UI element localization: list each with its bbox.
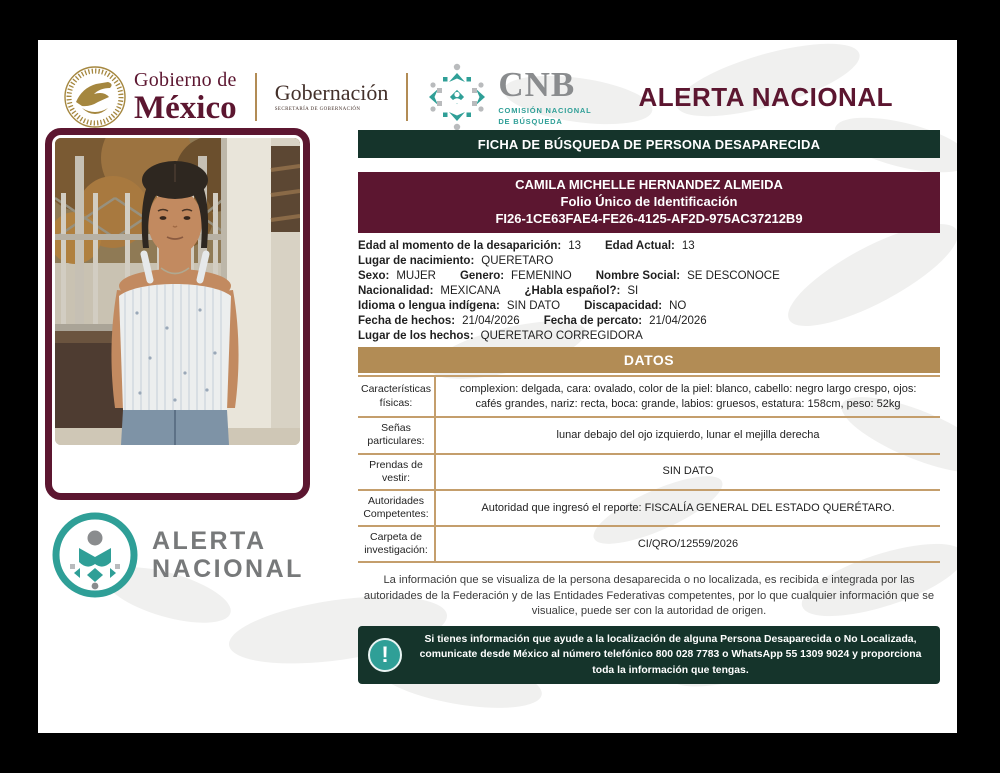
table-row-value: CI/QRO/12559/2026 [637, 537, 739, 550]
cnb-subtitle-line2: DE BÚSQUEDA [498, 116, 563, 126]
missing-person-photo-frame [45, 128, 310, 500]
person-name: CAMILA MICHELLE HERNANDEZ ALMEIDA [515, 177, 783, 192]
badge-line1: ALERTA [152, 527, 267, 555]
field-label: ¿Habla español?: [524, 284, 621, 297]
gobierno-mexico-wordmark [134, 70, 237, 125]
field-label: Fecha de percato: [543, 314, 643, 327]
eagle-seal-icon [62, 64, 128, 130]
missing-person-photo [55, 138, 300, 445]
alerta-nacional-badge [52, 512, 304, 598]
datos-banner: DATOS [358, 347, 940, 373]
field-label: Nombre Social: [595, 269, 681, 282]
field-line [358, 315, 940, 327]
cnb-acronym-text: CNB [498, 65, 576, 104]
ficha-title-banner: FICHA DE BÚSQUEDA DE PERSONA DESAPARECIDA [358, 130, 940, 158]
field-line [358, 330, 940, 342]
field-line [358, 300, 940, 312]
table-row [358, 489, 940, 525]
field-value: NO [669, 299, 687, 312]
contact-info-text: Si tienes información que ayude a la localización de alguna Persona Desaparecida o No Localizada, comunicate desde México al número telefónico 800 028 7783 o WhatsApp 55 1309 9024 y proporciona toda la información que tengas. [419, 634, 922, 676]
field-line [358, 270, 940, 282]
field-line [358, 285, 940, 297]
field-value: QUERETARO CORREGIDORA [480, 329, 643, 342]
table-row [358, 453, 940, 489]
table-row [358, 375, 940, 417]
field-value: MEXICANA [440, 284, 501, 297]
field-label: Discapacidad: [584, 299, 663, 312]
gobernacion-subtext: SECRETARÍA DE GOBERNACIÓN [274, 107, 361, 112]
contact-info-box [358, 626, 940, 683]
field-label: Lugar de los hechos: [358, 329, 474, 342]
table-row-label: Autoridades Competentes: [358, 491, 436, 525]
field-label: Lugar de nacimiento: [358, 254, 475, 267]
field-value: QUERETARO [481, 254, 554, 267]
person-name-banner [358, 172, 940, 233]
alerta-nacional-badge-label [152, 527, 304, 583]
field-value: MUJER [396, 269, 436, 282]
header-divider [406, 73, 408, 121]
field-label: Idioma o lengua indígena: [358, 299, 500, 312]
field-label: Edad Actual: [605, 239, 675, 252]
field-label: Genero: [459, 269, 505, 282]
badge-line2: NACIONAL [152, 555, 304, 583]
gobierno-mexico-logo [62, 64, 237, 130]
gobernacion-text: Gobernación [274, 80, 389, 105]
table-row-value: lunar debajo del ojo izquierdo, lunar el mejilla derecha [556, 429, 820, 442]
field-label: Nacionalidad: [358, 284, 434, 297]
field-value: SE DESCONOCE [687, 269, 780, 282]
fields-block [358, 240, 940, 342]
field-line [358, 240, 940, 252]
table-row [358, 416, 940, 452]
table-row-value: Autoridad que ingresó el reporte: FISCALÍA GENERAL DEL ESTADO QUERÉTARO. [481, 501, 895, 514]
field-value: SI [627, 284, 639, 297]
field-value: 13 [568, 239, 582, 252]
disclaimer-text: La información que se visualiza de la persona desaparecida o no localizada, es recibida e integrada por las autoridades de la Federación y de las Entidades Federativas competentes, por lo que cualquier información que se visualice, puede ser con la autoridad de origen. [363, 574, 935, 618]
datos-table [358, 375, 940, 564]
table-row-label: Prendas de vestir: [358, 455, 436, 489]
folio-number: FI26-1CE63FAE4-FE26-4125-AF2D-975AC37212B9 [495, 210, 803, 226]
field-label: Sexo: [358, 269, 390, 282]
table-row-label: Señas particulares: [358, 418, 436, 452]
page-title: ALERTA NACIONAL [638, 81, 893, 112]
gobierno-de-text: Gobierno de [134, 68, 237, 91]
alerta-nacional-badge-icon [52, 512, 138, 598]
field-value: 21/04/2026 [462, 314, 520, 327]
cnb-wordmark [498, 67, 591, 127]
table-row-value: SIN DATO [662, 465, 714, 478]
field-value: FEMENINO [511, 269, 572, 282]
table-row-label: Carpeta de investigación: [358, 527, 436, 561]
cnb-subtitle-line1: COMISIÓN NACIONAL [498, 106, 592, 115]
cnb-emblem-icon [426, 63, 488, 131]
header-divider [255, 73, 257, 121]
exclamation-icon: ! [368, 638, 402, 672]
field-label: Edad al momento de la desaparición: [358, 239, 562, 252]
table-row-value: complexion: delgada, cara: ovalado, color de la piel: blanco, cabello: negro largo crespo, ojos: cafés grandes, nariz: recta, boca: grande, labios: gruesos, estatura: 158cm, peso: 52kg [459, 382, 917, 410]
folio-label: Folio Único de Identificación [560, 193, 738, 209]
ficha-content [358, 130, 940, 684]
alert-document [38, 40, 957, 733]
cnb-logo [426, 63, 591, 131]
field-line [358, 255, 940, 267]
field-value: SIN DATO [506, 299, 561, 312]
field-value: 13 [681, 239, 695, 252]
mexico-text: México [134, 89, 237, 126]
cnb-subtitle [498, 106, 591, 127]
header-bar [38, 56, 957, 138]
table-row-label: Características físicas: [358, 377, 436, 417]
field-value: 21/04/2026 [649, 314, 707, 327]
field-label: Fecha de hechos: [358, 314, 456, 327]
gobernacion-logo [275, 82, 389, 112]
table-row [358, 525, 940, 561]
